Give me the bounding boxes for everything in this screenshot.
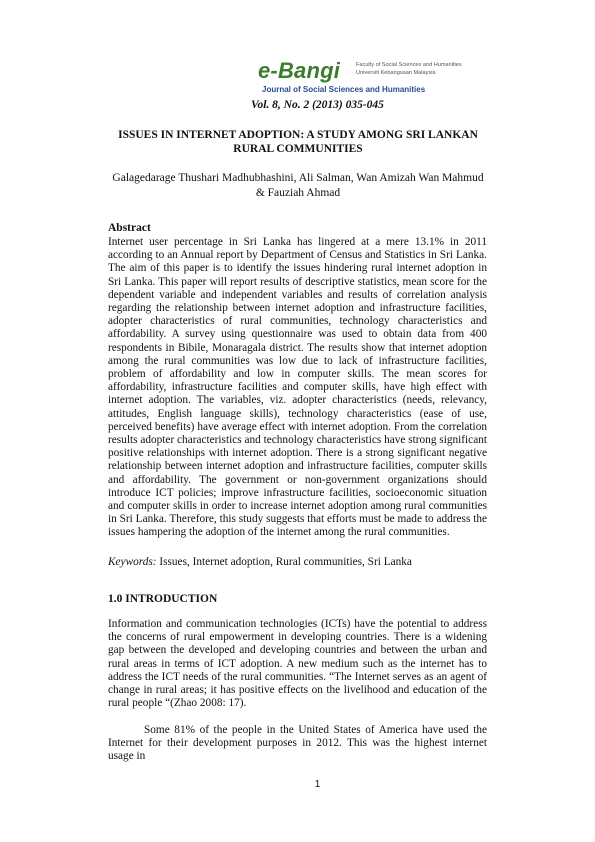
logo-university: Universiti Kebangsaan Malaysia [356,70,436,76]
page-number: 1 [314,779,321,790]
keywords-line [108,556,487,568]
logo-institution [356,61,466,77]
abstract-heading: Abstract [108,222,151,234]
article-authors: Galagedarage Thushari Madhubhashini, Ali Salman, Wan Amizah Wan Mahmud & Fauziah Ahmad [112,172,484,199]
logo-journal-name: Journal of Social Sciences and Humanities [262,85,426,94]
keywords-label: Keywords: [108,556,157,568]
introduction-paragraph-2: Some 81% of the people in the United States of America have used the Internet for their development purposes in 2012. This was the highest internet usage in [108,724,487,763]
abstract-body: Internet user percentage in Sri Lanka has lingered at a mere 13.1% in 2011 according to an Annual report by Department of Census and Statistics in Sri Lanka. The aim of this paper is to identify the issues hindering rural internet adoption in Sri Lanka. This paper will report results of descriptive statistics, mean score for the dependent variable and independent variables and results of correlation analysis regarding the relationship between internet adoption and infrastructure facilities, adopter characteristics of rural communities, technology characteristics and affordability. A survey using questionnaire was used to obtain data from 400 respondents in Bibile, Monaragala district. The results show that internet adoption among the rural communities was low due to lack of infrastructure facilities, problem of affordability and low in computer skills. The mean scores for affordability, infrastructure facilities and computer skills, have high effect with internet adoption. The variables, viz. adopter characteristics (needs, relevancy, attitudes, English language skills), technology characteristics (ease of use, perceived benefits) have average effect with internet adoption. From the correlation results adopter characteristics and technology characteristics have strong significant positive relationships with internet adoption. There is a strong significant negative relationship between internet adoption and infrastructure facilities, computer skills and affordability. The government or non-government organizations should introduce ICT policies; improve infrastructure facilities, socioeconomic situation and computer skills in order to increase internet adoption among rural communities in Sri Lanka. Therefore, this study suggests that efforts must be made to address the issues hampering the adoption of the internet among the rural communities. [108,236,487,539]
article-title: ISSUES IN INTERNET ADOPTION: A STUDY AMONG SRI LANKAN RURAL COMMUNITIES [118,129,478,155]
introduction-heading: 1.0 INTRODUCTION [108,593,218,605]
introduction-paragraph-1: Information and communication technologies (ICTs) have the potential to address the concerns of rural empowerment in developing countries. There is a widening gap between the developed and developing countries and between the urban and rural areas in terms of ICT adoption. A new medium such as the internet has to address the ICT needs of the rural communities. “The Internet serves as an agent of change in rural areas; it has positive effects on the livelihood and education of the rural people “(Zhao 2008: 17). [108,618,487,710]
logo-brand: e-Bangi [258,58,341,83]
logo-faculty: Faculty of Social Sciences and Humanities [356,62,462,68]
volume-info: Vol. 8, No. 2 (2013) 035-045 [251,99,384,111]
keywords-value: Issues, Internet adoption, Rural communities, Sri Lanka [156,556,412,568]
journal-logo [258,56,462,98]
